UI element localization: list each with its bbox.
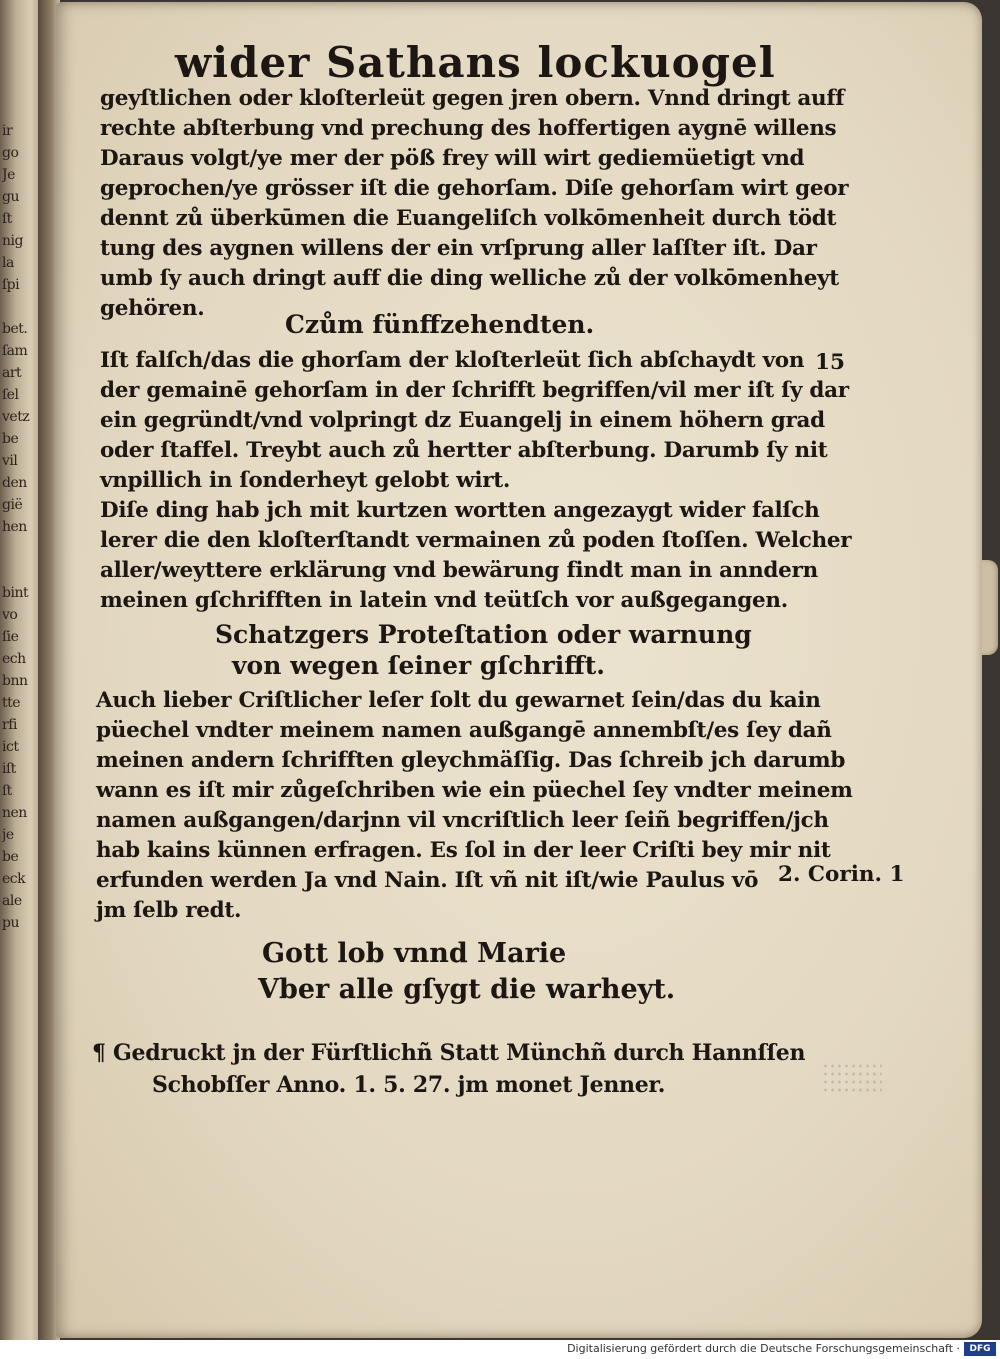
section-2-line: der gemainē gehorſam in der ſchrifft begriffen/vil mer iſt ſy dar xyxy=(100,378,849,403)
facing-page-fragment xyxy=(2,296,32,318)
section-3-line: wann es iſt mir zůgeſchriben wie ein püechel ſey vndter meinem xyxy=(96,778,853,803)
colophon-line-2: Schobſſer Anno. 1. 5. 27. jm monet Jenner. xyxy=(152,1072,666,1098)
section-3-line: püechel vndter meinem namen außgangē annembſt/es ſey dañ xyxy=(96,718,832,743)
section-2-line: Diſe ding hab jch mit kurtzen wortten angezaygt wider falſch xyxy=(100,498,820,523)
facing-page-fragment: go xyxy=(2,145,19,161)
facing-page-fragment: pu xyxy=(2,915,19,931)
facing-page-fragment: ale xyxy=(2,893,22,909)
facing-page-fragment: bet. xyxy=(2,321,28,337)
section-2-line: oder ſtaffel. Treybt auch zů hertter abſterbung. Darumb ſy nit xyxy=(100,438,828,463)
section-1-line: umb ſy auch dringt auff die ding welliche zů der volkōmenheyt xyxy=(100,266,839,291)
section-1-line: dennt zů überkūmen die Euangeliſch volkōmenheit durch tödt xyxy=(100,206,837,231)
facing-page-fragment: eck xyxy=(2,871,26,887)
running-title: wider Sathans lockuogel xyxy=(175,38,776,87)
facing-page-fragment: vetz xyxy=(2,409,30,425)
section-1-line: Daraus volgt/ye mer der pöß frey will wirt gediemüetigt vnd xyxy=(100,146,805,171)
section-1-line: geyſtlichen oder kloſterleüt gegen jren obern. Vnnd dringt auff xyxy=(100,86,845,111)
facing-page-fragment: gië xyxy=(2,497,23,513)
facing-page-fragment: bnn xyxy=(2,673,28,689)
closing-line-1: Gott lob vnnd Marie xyxy=(262,938,567,969)
facing-page-fragment: den xyxy=(2,475,27,491)
section-2-line: aller/weyttere erklärung vnd bewärung findt man in anndern xyxy=(100,558,818,583)
footer-credit-text: Digitalisierung gefördert durch die Deutsche Forschungsgemeinschaft · xyxy=(567,1342,960,1355)
dfg-footer-bar xyxy=(0,1340,1000,1359)
facing-page-fragment: vil xyxy=(2,453,18,469)
facing-page-fragment: art xyxy=(2,365,22,381)
section-2-line: vnpillich in ſonderheyt gelobt wirt. xyxy=(100,468,511,493)
section-3-line: namen außgangen/darjnn vil vncriſtlich leer ſeiñ begriffen/jch xyxy=(96,808,829,833)
section-1-line: rechte abſterbung vnd prechung des hoffertigen aygnē willens xyxy=(100,116,837,141)
closing-line-2: Vber alle gſygt die warheyt. xyxy=(258,974,676,1005)
facing-page-fragment: be xyxy=(2,431,19,447)
facing-page-fragment: ſel xyxy=(2,387,19,403)
facing-page-fragment: Je xyxy=(2,167,15,183)
facing-page-fragment: ict xyxy=(2,739,19,755)
facing-page-fragment: nen xyxy=(2,805,27,821)
facing-page-fragment: ech xyxy=(2,651,26,667)
facing-page-text-fragments xyxy=(2,120,32,934)
facing-page-fragment xyxy=(2,538,32,560)
faded-ink-mark xyxy=(822,1062,882,1094)
facing-page-fragment: iſt xyxy=(2,761,16,777)
margin-numeral: 15 xyxy=(815,350,845,375)
section-3-line: Auch lieber Criſtlicher leſer ſolt du gewarnet ſein/das du kain xyxy=(96,688,821,713)
section-3-line: hab kains künnen erfragen. Es ſol in der leer Criſti bey mir nit xyxy=(96,838,831,863)
facing-page-fragment: be xyxy=(2,849,19,865)
margin-reference: 2. Corin. 1 xyxy=(778,862,905,887)
facing-page-fragment: bint xyxy=(2,585,29,601)
facing-page-fragment: ſpi xyxy=(2,277,20,293)
facing-page-fragment: tte xyxy=(2,695,21,711)
section-3-line: erfunden werden Ja vnd Nain. Iſt vñ nit iſt/wie Paulus vō xyxy=(96,868,759,893)
section-1-line: tung des aygnen willens der ein vrſprung aller laſſter iſt. Dar xyxy=(100,236,817,261)
section-2-line: meinen gſchrifften in latein vnd teütſch vor außgegangen. xyxy=(100,588,788,613)
section-1-line: geprochen/ye grösser iſt die gehorſam. Diſe gehorſam wirt geor xyxy=(100,176,849,201)
heading-fifteenth: Czům fünffzehendten. xyxy=(285,310,595,339)
section-3-line: jm ſelb redt. xyxy=(96,898,242,923)
section-1-line: gehören. xyxy=(100,296,205,321)
facing-page-fragment: rfi xyxy=(2,717,17,733)
dfg-logo: DFG xyxy=(964,1342,996,1356)
facing-page-fragment: ſie xyxy=(2,629,19,645)
facing-page-fragment: vo xyxy=(2,607,18,623)
facing-page-fragment: ſam xyxy=(2,343,28,359)
facing-page-fragment: hen xyxy=(2,519,27,535)
facing-page-fragment: je xyxy=(2,827,14,843)
facing-page-fragment: gu xyxy=(2,189,19,205)
facing-page-fragment: ſt xyxy=(2,783,12,799)
heading-protestation-line-2: von wegen ſeiner gſchrifft. xyxy=(232,651,605,680)
facing-page-fragment: la xyxy=(2,255,14,271)
facing-page-fragment: nig xyxy=(2,233,23,249)
section-3-line: meinen andern ſchrifften gleychmäſſig. Das ſchreib jch darumb xyxy=(96,748,846,773)
section-2-line: ein gegründt/vnd volpringt dz Euangelj in einem höhern grad xyxy=(100,408,825,433)
facing-page-fragment xyxy=(2,560,32,582)
section-2-line: Iſt falſch/das die ghorſam der kloſterleüt ſich abſchaydt von xyxy=(100,348,805,373)
heading-protestation-line-1: Schatzgers Proteſtation oder warnung xyxy=(215,620,752,649)
facing-page-fragment: ſt xyxy=(2,211,12,227)
facing-page-fragment: ir xyxy=(2,123,13,139)
colophon-line-1: ¶ Gedruckt jn der Fürſtlichñ Statt Münchñ durch Hannſſen xyxy=(92,1040,806,1066)
section-2-line: lerer die den kloſterſtandt vermainen zů poden ſtoſſen. Welcher xyxy=(100,528,852,553)
